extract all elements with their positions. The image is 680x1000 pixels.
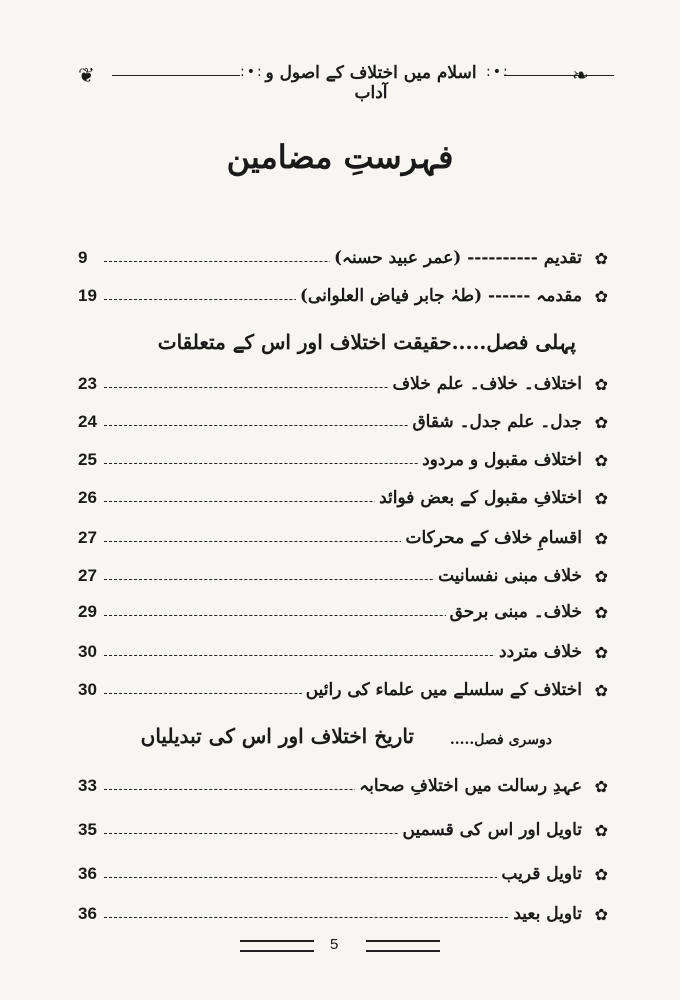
flower-bullet-icon: ✿ <box>594 777 608 796</box>
toc-entry-label: عہدِ رسالت میں اختلافِ صحابہ <box>355 774 582 798</box>
header-rule-left <box>112 75 240 76</box>
toc-entry[interactable] <box>78 526 608 554</box>
chapter-two-prefix: دوسری فصل..... <box>449 732 552 748</box>
toc-entry-page: 29 <box>78 600 101 624</box>
header-dots-right: :•: <box>486 64 510 80</box>
toc-entry[interactable] <box>78 372 608 400</box>
toc-entry-page: 24 <box>78 410 101 434</box>
flower-bullet-icon: ✿ <box>594 489 608 508</box>
toc-entry-label: جدل۔ علم جدل۔ شقاق <box>408 410 582 434</box>
toc-entry[interactable] <box>78 600 608 628</box>
running-header <box>72 60 602 103</box>
toc-entry-page: 23 <box>78 372 101 396</box>
toc-entry-page: 26 <box>78 486 101 510</box>
toc-entry-page: 36 <box>78 862 101 886</box>
toc-entry-page: 33 <box>78 774 101 798</box>
dotted-leader <box>104 917 578 918</box>
flower-bullet-icon: ✿ <box>594 643 608 662</box>
toc-entry[interactable] <box>78 862 608 890</box>
header-rule-right <box>504 75 614 76</box>
page-footer <box>240 936 440 956</box>
flower-bullet-icon: ✿ <box>594 603 608 622</box>
toc-entry[interactable] <box>78 818 608 846</box>
floral-ornament-right-icon: ❧ <box>572 63 589 87</box>
toc-entry[interactable] <box>78 774 608 802</box>
header-dots-left: :•: <box>240 64 264 80</box>
toc-entry[interactable] <box>78 448 608 476</box>
flower-bullet-icon: ✿ <box>594 529 608 548</box>
toc-entry-label: تاویل قریب <box>497 862 582 886</box>
flower-bullet-icon: ✿ <box>594 451 608 470</box>
chapter-one-heading: پہلی فصل.....حقیقت اختلاف اور اس کے متعلقات <box>157 330 576 354</box>
toc-entry[interactable] <box>78 678 608 706</box>
toc-entry[interactable] <box>78 640 608 668</box>
flower-bullet-icon: ✿ <box>594 249 608 268</box>
toc-entry-label: تاویل بعید <box>509 902 582 926</box>
toc-entry-label: اختلاف۔ خلاف۔ علم خلاف <box>389 372 582 396</box>
flower-bullet-icon: ✿ <box>594 567 608 586</box>
flower-bullet-icon: ✿ <box>594 821 608 840</box>
toc-entry-page: 30 <box>78 678 101 702</box>
toc-entry[interactable] <box>78 246 608 274</box>
toc-entry[interactable] <box>78 564 608 592</box>
toc-entry-label: اختلافِ مقبول کے بعض فوائد <box>375 486 582 510</box>
toc-entry-label: اختلاف مقبول و مردود <box>418 448 582 472</box>
page-title: فہرستِ مضامین <box>226 138 454 176</box>
flower-bullet-icon: ✿ <box>594 413 608 432</box>
toc-entry-label: مقدمہ ------ (طہٰ جابر فیاض العلوانی) <box>296 284 582 308</box>
toc-entry[interactable] <box>78 284 608 312</box>
flower-bullet-icon: ✿ <box>594 681 608 700</box>
footer-rule-left <box>240 940 314 952</box>
flower-bullet-icon: ✿ <box>594 375 608 394</box>
floral-ornament-left-icon: ❦ <box>78 63 95 87</box>
toc-entry-label: اختلاف کے سلسلے میں علماء کی رائیں <box>302 678 582 702</box>
toc-entry-page: 27 <box>78 564 101 588</box>
toc-entry-page: 19 <box>78 284 101 308</box>
toc-entry[interactable] <box>78 410 608 438</box>
toc-entry-label: خلاف متردد <box>495 640 582 664</box>
toc-entry-label: تقدیم ---------- (عمر عبید حسنہ) <box>330 246 582 270</box>
toc-entry-page: 35 <box>78 818 101 842</box>
toc-entry-label: خلاف۔ مبنی برحق <box>446 600 582 624</box>
flower-bullet-icon: ✿ <box>594 287 608 306</box>
toc-entry-page: 30 <box>78 640 101 664</box>
page-number: 5 <box>330 936 339 953</box>
toc-entry[interactable] <box>78 902 608 930</box>
toc-entry-label: خلاف مبنی نفسانیت <box>434 564 582 588</box>
running-title: اسلام میں اختلاف کے اصول و آداب <box>265 63 477 103</box>
toc-entry-page: 9 <box>78 246 91 270</box>
toc-entry[interactable] <box>78 486 608 514</box>
flower-bullet-icon: ✿ <box>594 865 608 884</box>
flower-bullet-icon: ✿ <box>594 905 608 924</box>
footer-rule-right <box>366 940 440 952</box>
toc-entry-page: 27 <box>78 526 101 550</box>
toc-entry-page: 36 <box>78 902 101 926</box>
toc-entry-label: اقسامِ خلاف کے محرکات <box>401 526 582 550</box>
chapter-two-heading: تاریخ اختلاف اور اس کی تبدیلیاں <box>140 724 414 748</box>
toc-entry-page: 25 <box>78 448 101 472</box>
toc-entry-label: تاویل اور اس کی قسمیں <box>399 818 582 842</box>
